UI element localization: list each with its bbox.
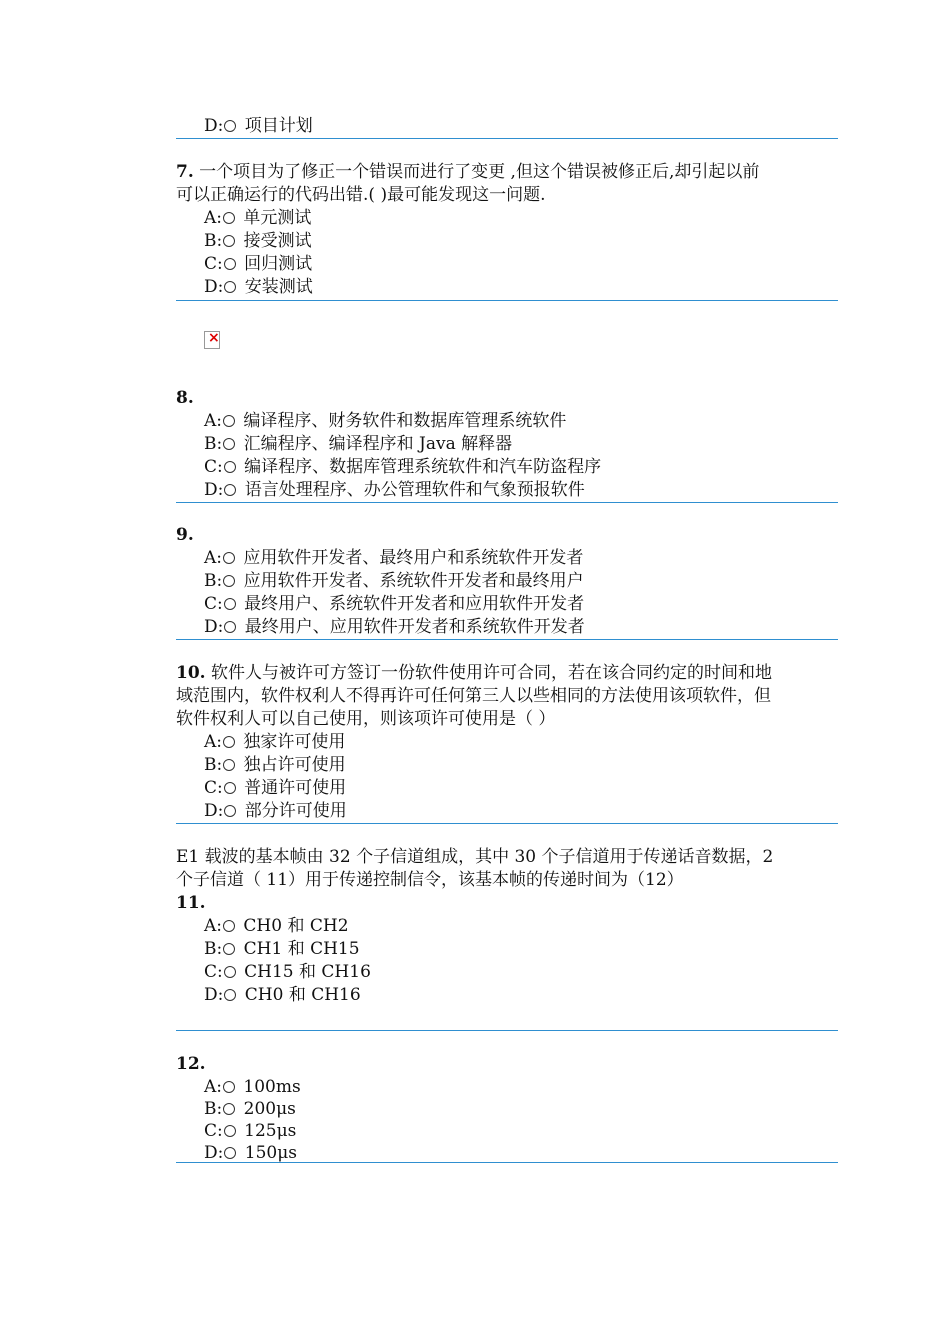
- radio-button-icon[interactable]: [223, 736, 235, 748]
- radio-button-icon[interactable]: [223, 415, 235, 427]
- question-divider: [176, 138, 838, 139]
- radio-button-icon[interactable]: [224, 258, 236, 270]
- option-a[interactable]: A: CH0 和 CH2: [204, 916, 349, 936]
- radio-button-icon[interactable]: [223, 438, 235, 450]
- question-stem: 7. 一个项目为了修正一个错误而进行了变更 ,但这个错误被修正后,却引起以前可以正确运行的代码出错.( )最可能发现这一问题.: [176, 162, 760, 205]
- question-divider: [176, 823, 838, 824]
- option-a[interactable]: A: 编译程序、财务软件和数据库管理系统软件: [204, 411, 567, 431]
- option-b[interactable]: B: CH1 和 CH15: [204, 939, 360, 959]
- radio-button-icon[interactable]: [224, 484, 236, 496]
- question-6-tail: [176, 115, 838, 138]
- question-stem: 10. 软件人与被许可方签订一份软件使用许可合同，若在该合同约定的时间和地域范围内，软件权利人不得再许可任何第三人以些相同的方法使用该项软件，但软件权利人可以自己使用，则该项许可使用是（ ）: [176, 663, 772, 729]
- question-7: [176, 161, 838, 299]
- radio-button-icon[interactable]: [224, 461, 236, 473]
- option-d[interactable]: D: CH0 和 CH16: [204, 985, 361, 1005]
- question-divider: [176, 639, 838, 640]
- radio-button-icon[interactable]: [224, 989, 236, 1001]
- radio-button-icon[interactable]: [224, 281, 236, 293]
- option-c[interactable]: C: 最终用户、系统软件开发者和应用软件开发者: [204, 594, 585, 614]
- option-b[interactable]: B: 接受测试: [204, 231, 312, 251]
- radio-button-icon[interactable]: [224, 1125, 236, 1137]
- option-c[interactable]: C: 编译程序、数据库管理系统软件和汽车防盗程序: [204, 457, 602, 477]
- radio-button-icon[interactable]: [224, 598, 236, 610]
- question-divider: [176, 1030, 838, 1031]
- passage-text: E1 载波的基本帧由 32 个子信道组成，其中 30 个子信道用于传递话音数据，2 个子信道（ 11）用于传递控制信令，该基本帧的传递时间为（12）: [176, 847, 774, 890]
- radio-button-icon[interactable]: [223, 552, 235, 564]
- radio-button-icon[interactable]: [223, 759, 235, 771]
- question-number: 9.: [176, 525, 194, 545]
- question-9: [176, 524, 838, 639]
- radio-button-icon[interactable]: [223, 943, 235, 955]
- radio-button-icon[interactable]: [224, 120, 236, 132]
- broken-image-icon: [204, 331, 220, 349]
- option-d[interactable]: D: 项目计划: [204, 116, 313, 136]
- radio-button-icon[interactable]: [223, 1103, 235, 1115]
- option-c[interactable]: C: 普通许可使用: [204, 778, 347, 798]
- option-d[interactable]: D: 最终用户、应用软件开发者和系统软件开发者: [204, 617, 585, 637]
- option-b[interactable]: B: 应用软件开发者、系统软件开发者和最终用户: [204, 571, 584, 591]
- option-b[interactable]: B: 汇编程序、编译程序和 Java 解释器: [204, 434, 513, 454]
- option-a[interactable]: A: 单元测试: [204, 208, 312, 228]
- radio-button-icon[interactable]: [224, 805, 236, 817]
- radio-button-icon[interactable]: [224, 621, 236, 633]
- question-number: 11.: [176, 893, 206, 913]
- option-a[interactable]: A: 独家许可使用: [204, 732, 346, 752]
- question-divider: [176, 502, 838, 503]
- question-8: [176, 387, 838, 502]
- option-c[interactable]: C: 125μs: [204, 1121, 297, 1141]
- option-c[interactable]: C: CH15 和 CH16: [204, 962, 371, 982]
- radio-button-icon[interactable]: [224, 1147, 236, 1159]
- option-d[interactable]: D: 部分许可使用: [204, 801, 347, 821]
- option-d[interactable]: D: 安装测试: [204, 277, 313, 297]
- question-divider: [176, 300, 838, 301]
- option-c[interactable]: C: 回归测试: [204, 254, 313, 274]
- radio-button-icon[interactable]: [223, 1081, 235, 1093]
- question-number: 8.: [176, 388, 194, 408]
- radio-button-icon[interactable]: [224, 782, 236, 794]
- question-10: [176, 662, 838, 823]
- option-a[interactable]: A: 应用软件开发者、最终用户和系统软件开发者: [204, 548, 584, 568]
- radio-button-icon[interactable]: [223, 575, 235, 587]
- question-divider: [176, 1162, 838, 1163]
- radio-button-icon[interactable]: [224, 966, 236, 978]
- question-number: 12.: [176, 1054, 206, 1074]
- option-a[interactable]: A: 100ms: [204, 1077, 301, 1097]
- option-b[interactable]: B: 200μs: [204, 1099, 296, 1119]
- option-d[interactable]: D: 150μs: [204, 1143, 297, 1163]
- option-d[interactable]: D: 语言处理程序、办公管理软件和气象预报软件: [204, 480, 585, 500]
- question-11: [176, 846, 838, 1007]
- radio-button-icon[interactable]: [223, 212, 235, 224]
- option-b[interactable]: B: 独占许可使用: [204, 755, 346, 775]
- radio-button-icon[interactable]: [223, 235, 235, 247]
- radio-button-icon[interactable]: [223, 920, 235, 932]
- question-12: [176, 1053, 838, 1164]
